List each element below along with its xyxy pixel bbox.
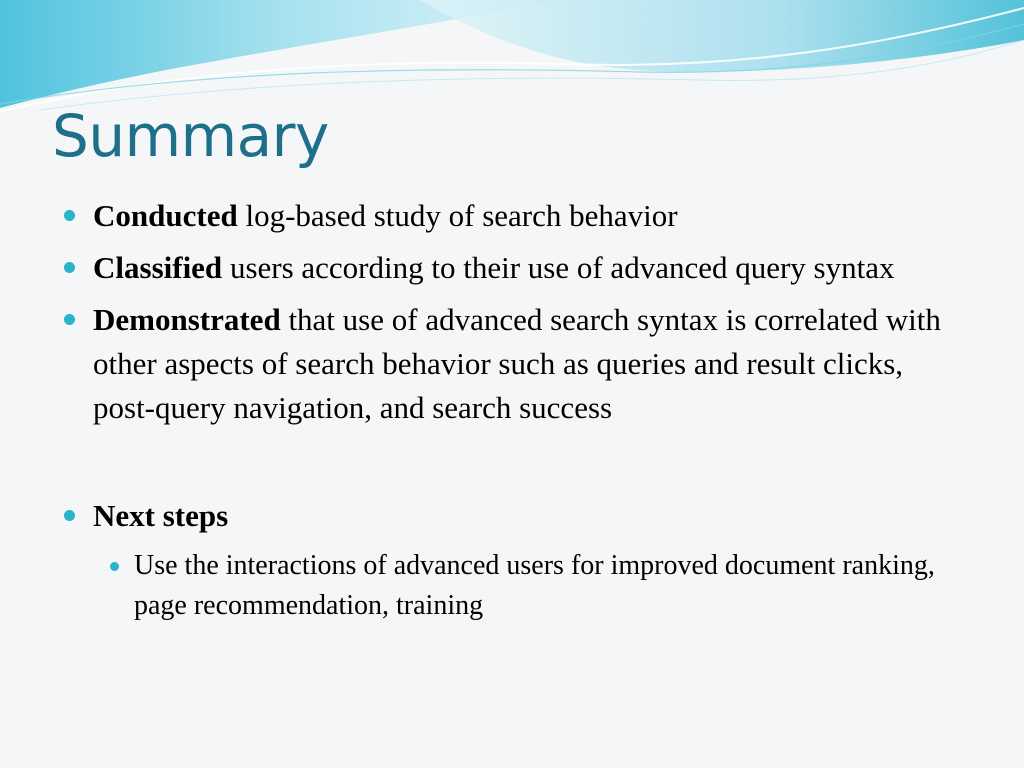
bullet-bold-text: Next steps — [93, 498, 229, 533]
bullet-icon — [64, 314, 75, 325]
sub-bullet-item — [110, 546, 964, 626]
bullet-item-next-steps — [64, 494, 964, 538]
bullet-bold-text: Classified — [93, 250, 223, 285]
bullet-item-conducted — [64, 194, 964, 238]
bullet-item-classified — [64, 246, 964, 290]
bullet-text: that use of advanced search syntax is correlated with other aspects of search behavior such as queries and result clicks, post-query navigation, and search success — [93, 302, 941, 425]
slide-body — [64, 194, 964, 626]
sub-bullet-text: Use the interactions of advanced users for improved document ranking, page recommendation, training — [134, 550, 935, 621]
bullet-icon — [64, 262, 75, 273]
bullet-text: log-based study of search behavior — [237, 198, 678, 233]
bullet-text: users according to their use of advanced query syntax — [222, 250, 895, 285]
bullet-item-demonstrated — [64, 298, 964, 430]
bullet-bold-text: Conducted — [93, 198, 238, 233]
bullet-icon — [64, 210, 75, 221]
sub-bullet-icon — [110, 562, 119, 571]
bullet-bold-text: Demonstrated — [93, 302, 281, 337]
bullet-icon — [64, 510, 75, 521]
slide-title: Summary — [52, 102, 329, 170]
